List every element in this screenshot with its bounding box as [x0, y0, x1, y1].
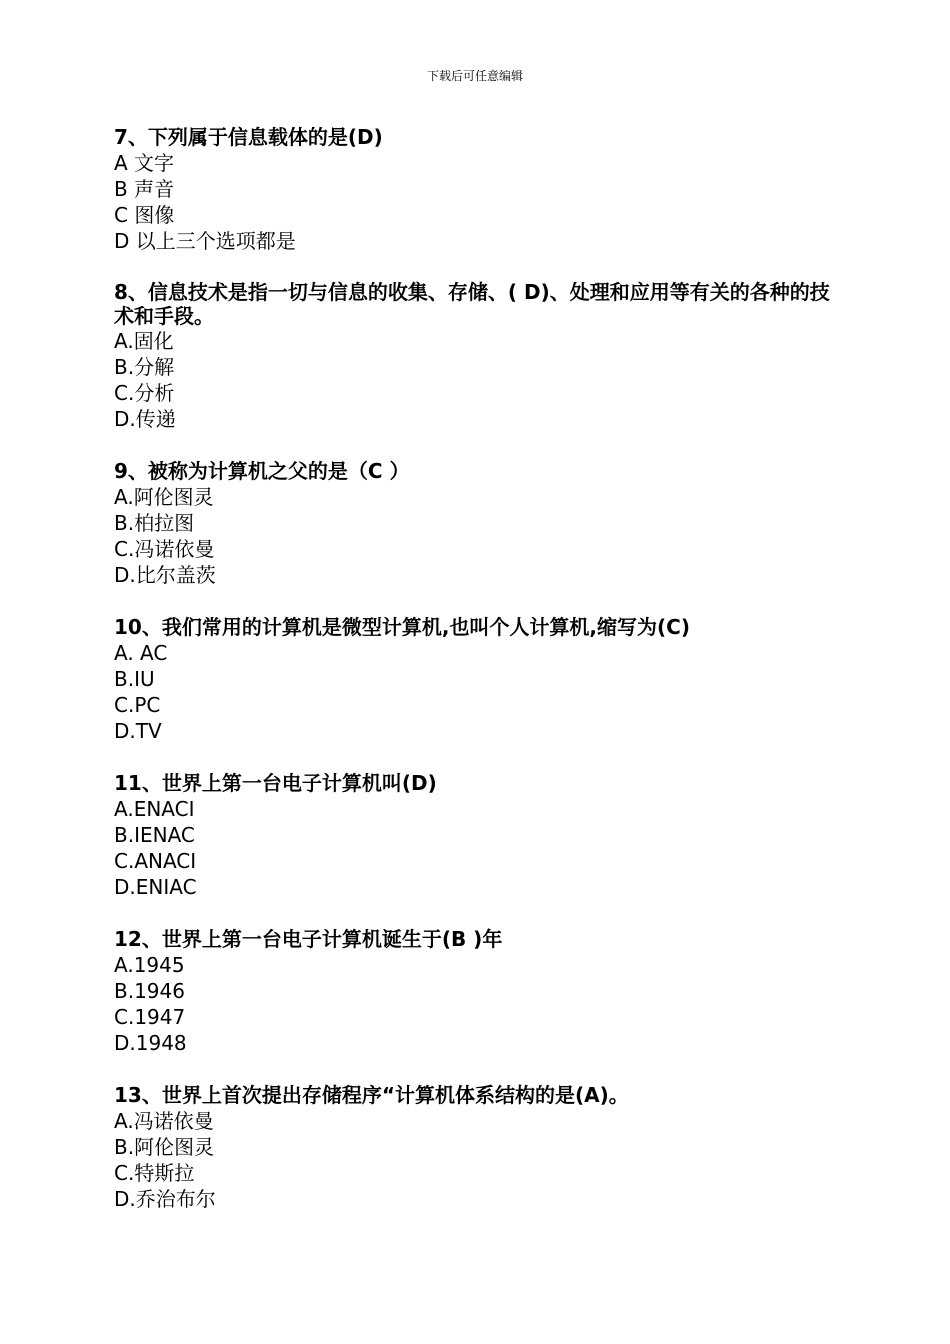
option-d: D.ENIAC — [114, 875, 197, 899]
question-10 — [114, 614, 844, 744]
option-a: A. AC — [114, 641, 168, 665]
option-b: B.IENAC — [114, 823, 195, 847]
question-9 — [114, 458, 844, 588]
option-d: D 以上三个选项都是 — [114, 229, 296, 253]
option-d: D.乔治布尔 — [114, 1187, 216, 1211]
option-a: A.冯诺依曼 — [114, 1109, 214, 1133]
option-c: C 图像 — [114, 203, 175, 227]
option-c: C.PC — [114, 693, 161, 717]
option-a: A.ENACI — [114, 797, 195, 821]
option-a: A 文字 — [114, 151, 175, 175]
question-title: 11、世界上第一台电子计算机叫(D) — [114, 771, 437, 795]
option-b: B.分解 — [114, 355, 175, 379]
question-title: 10、我们常用的计算机是微型计算机,也叫个人计算机,缩写为(C) — [114, 615, 690, 639]
option-b: B.1946 — [114, 979, 185, 1003]
option-a: A.固化 — [114, 329, 174, 353]
option-b: B.IU — [114, 667, 155, 691]
question-11 — [114, 770, 844, 900]
option-d: D.1948 — [114, 1031, 187, 1055]
option-b: B.柏拉图 — [114, 511, 195, 535]
option-b: B.阿伦图灵 — [114, 1135, 215, 1159]
question-title: 12、世界上第一台电子计算机诞生于(B )年 — [114, 927, 503, 951]
question-8 — [114, 280, 844, 432]
question-list — [114, 124, 844, 1238]
option-c: C.冯诺依曼 — [114, 537, 215, 561]
question-13 — [114, 1082, 844, 1212]
question-title: 9、被称为计算机之父的是（C ） — [114, 459, 410, 483]
option-c: C.1947 — [114, 1005, 186, 1029]
option-d: D.比尔盖茨 — [114, 563, 216, 587]
option-a: A.1945 — [114, 953, 185, 977]
option-b: B 声音 — [114, 177, 175, 201]
option-c: C.分析 — [114, 381, 175, 405]
question-title: 7、下列属于信息载体的是(D) — [114, 125, 383, 149]
question-12 — [114, 926, 844, 1056]
option-d: D.TV — [114, 719, 162, 743]
question-title: 8、信息技术是指一切与信息的收集、存储、( D)、处理和应用等有关的各种的技术和手段。 — [114, 280, 830, 328]
page-header: 下载后可任意编辑 — [426, 69, 523, 83]
option-c: C.ANACI — [114, 849, 197, 873]
option-d: D.传递 — [114, 407, 176, 431]
option-a: A.阿伦图灵 — [114, 485, 214, 509]
question-title: 13、世界上首次提出存储程序“计算机体系结构的是(A)。 — [114, 1083, 629, 1107]
question-7 — [114, 124, 844, 254]
option-c: C.特斯拉 — [114, 1161, 195, 1185]
